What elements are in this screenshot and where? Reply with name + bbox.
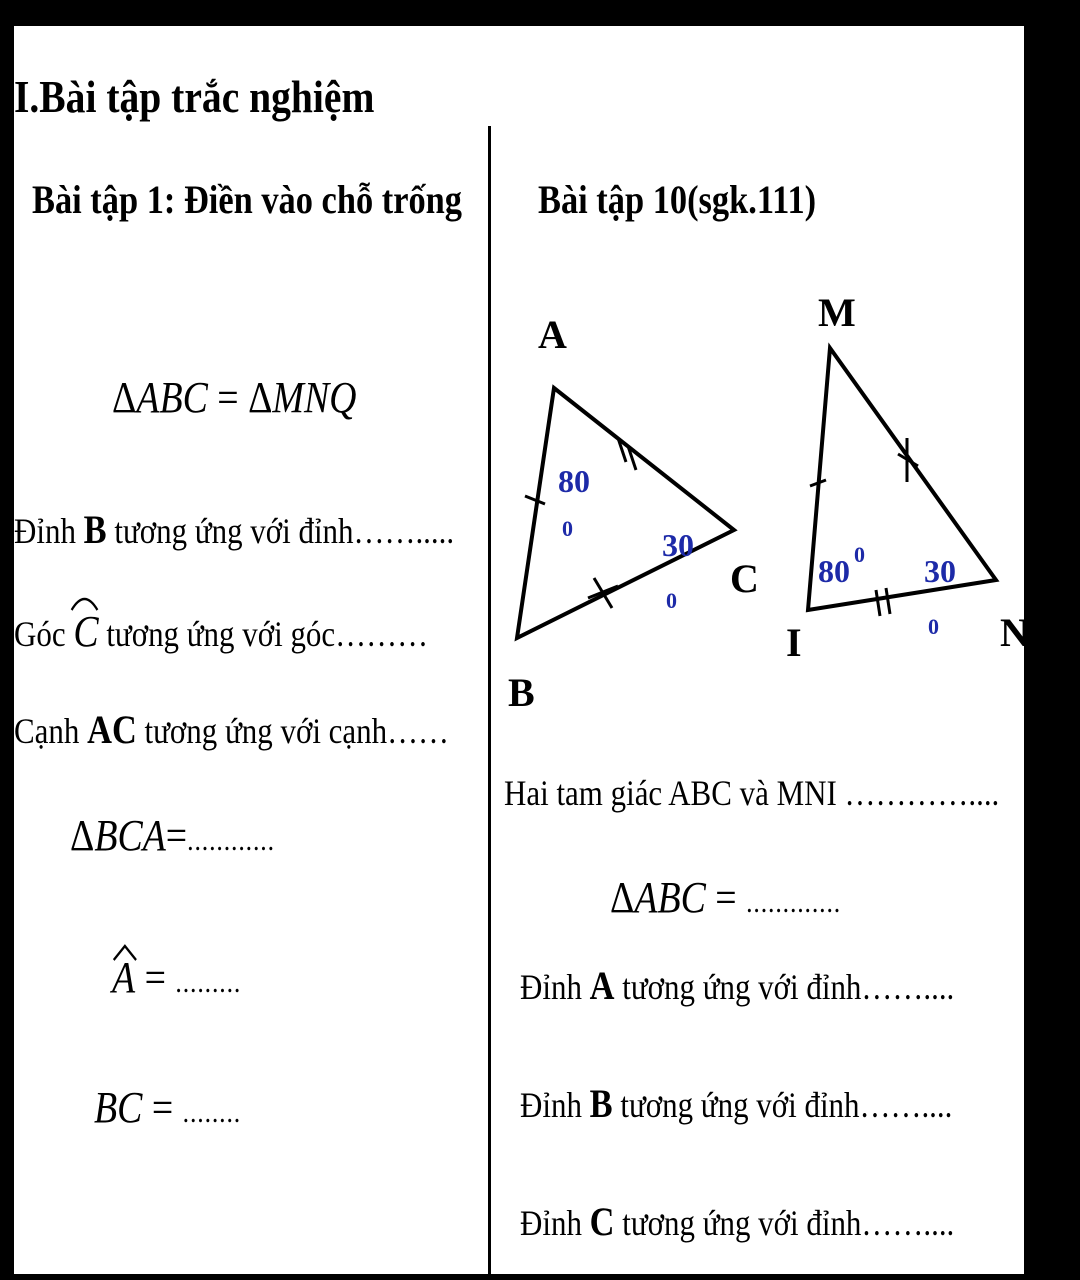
- eq-rhs: MNQ: [272, 373, 357, 422]
- left-line-side-ac: Cạnh AC tương ứng với cạnh……: [14, 707, 450, 752]
- fill-angle-a: A = .........: [112, 952, 262, 1003]
- angle-i-value: 80: [818, 553, 850, 589]
- tick-mark: [876, 590, 880, 616]
- page-title: I.Bài tập trắc nghiệm: [14, 71, 375, 122]
- left-line-angle-c: Góc C tương ứng với góc………: [14, 606, 495, 657]
- right-heading: Bài tập 10(sgk.111): [538, 177, 817, 222]
- right-equation: ΔABC = .............: [610, 873, 842, 922]
- angle-a-degree: 0: [562, 516, 573, 541]
- right-line-vertex-a: Đỉnh A tương ứng với đỉnh……....: [520, 963, 955, 1008]
- left-line-vertex-b: Đỉnh B tương ứng với đỉnh…….....: [14, 507, 455, 552]
- vertex-label-c: C: [730, 556, 759, 601]
- angle-n-degree: 0: [928, 614, 939, 639]
- worksheet-page: [14, 26, 1029, 1274]
- angle-c-degree: 0: [666, 588, 677, 613]
- fill-bc: BC = ........: [94, 1083, 242, 1132]
- fill-bca: ΔBCA=............: [70, 811, 275, 860]
- triangle-abc: [508, 312, 759, 715]
- vertex-label-i: I: [786, 620, 802, 665]
- vertex-label-m: M: [818, 290, 856, 335]
- vertex-label-n: N: [1000, 610, 1029, 655]
- triangle-diagrams: [14, 26, 1029, 786]
- angle-n-value: 30: [924, 553, 956, 589]
- angle-c-value: 30: [662, 527, 694, 563]
- right-line-vertex-b: Đỉnh B tương ứng với đỉnh……....: [520, 1081, 953, 1126]
- tick-mark: [886, 588, 890, 614]
- left-equation: ΔABC = ΔMNQ: [112, 373, 357, 422]
- vertex-label-b: B: [508, 670, 535, 715]
- left-heading: Bài tập 1: Điền vào chỗ trống: [32, 177, 462, 222]
- angle-hat-icon: [112, 942, 138, 962]
- angle-a-value: 80: [558, 463, 590, 499]
- angle-i-degree: 0: [854, 542, 865, 567]
- right-line-vertex-c: Đỉnh C tương ứng với đỉnh……....: [520, 1199, 955, 1244]
- vertex-label-a: A: [538, 312, 567, 357]
- right-question: Hai tam giác ABC và MNI …………....: [504, 773, 1000, 813]
- eq-lhs: ABC: [136, 373, 208, 422]
- triangle-mni: [786, 290, 1029, 665]
